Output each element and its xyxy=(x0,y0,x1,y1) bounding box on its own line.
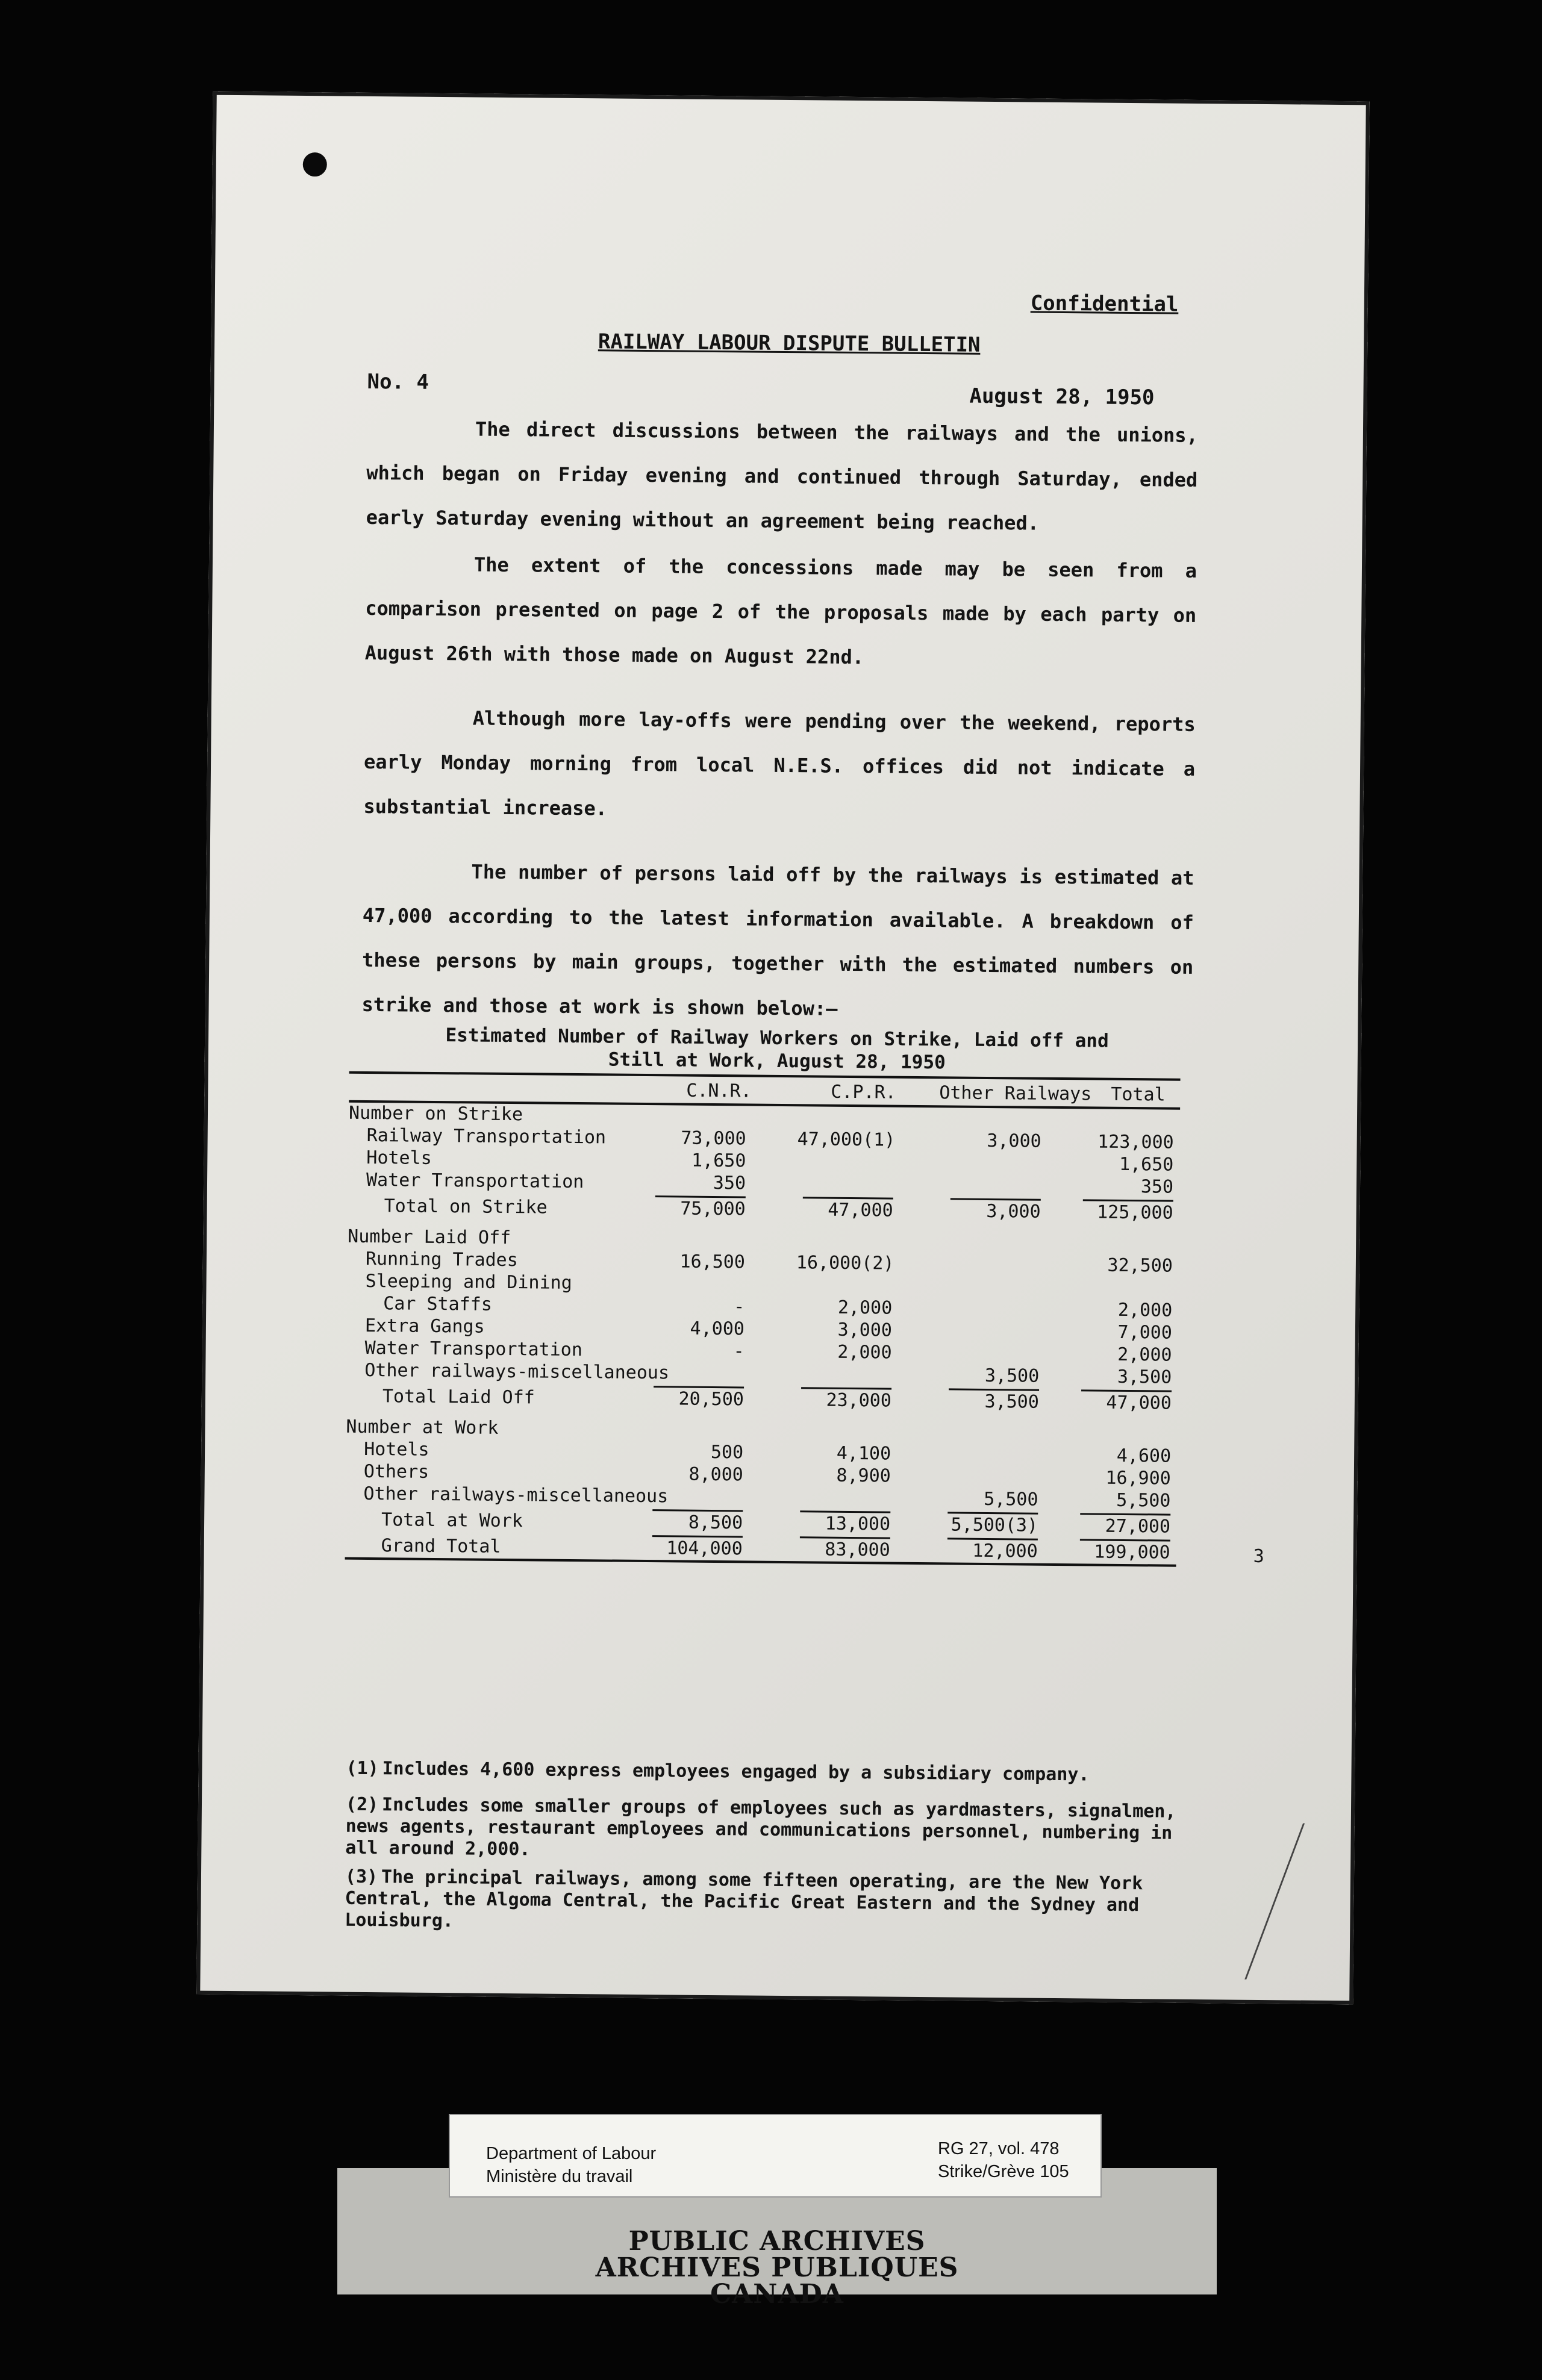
cell-other: 3,500 xyxy=(984,1391,1040,1413)
cell-other: 5,500 xyxy=(984,1488,1038,1510)
row-label: Number at Work xyxy=(346,1416,499,1439)
cell-cnr: 20,500 xyxy=(678,1388,744,1410)
table-title-line2: Still at Work, August 28, 1950 xyxy=(608,1048,946,1074)
row-label: Sleeping and Dining xyxy=(365,1270,572,1294)
row-label: Number Laid Off xyxy=(348,1226,511,1249)
stamp-line-2: ARCHIVES PUBLIQUES xyxy=(595,2252,959,2283)
cell-cnr: - xyxy=(734,1296,745,1318)
row-label: Water Transportation xyxy=(366,1169,584,1193)
cell-cpr xyxy=(798,1106,894,1107)
footnote-2-text: Includes some smaller groups of employees such as yardmasters, signalmen, news agents, restaurant employees and communications personnel, numbering in all around 2,000. xyxy=(345,1794,1176,1860)
cell-cnr: 500 xyxy=(710,1441,744,1463)
table-row xyxy=(348,1195,1179,1225)
footnote-2 xyxy=(345,1794,1189,1866)
footnote-3 xyxy=(345,1866,1188,1939)
row-label: Total on Strike xyxy=(384,1195,548,1218)
cell-cpr: 47,000(1) xyxy=(797,1129,896,1151)
cell-cpr: 83,000 xyxy=(825,1539,890,1561)
row-label: Extra Gangs xyxy=(364,1315,485,1338)
cell-cpr: 47,000 xyxy=(828,1199,893,1221)
cell-other: 12,000 xyxy=(972,1540,1038,1562)
column-header-cpr: C.P.R. xyxy=(831,1081,896,1103)
row-label: Water Transportation xyxy=(364,1337,582,1361)
row-label: Railway Transportation xyxy=(366,1124,607,1148)
cell-cpr xyxy=(796,1274,893,1275)
cell-total: 3,500 xyxy=(1117,1366,1172,1388)
bulletin-date: August 28, 1950 xyxy=(969,384,1155,410)
cell-cnr: 1,650 xyxy=(691,1150,746,1172)
stamp-line-1: PUBLIC ARCHIVES xyxy=(628,2226,926,2257)
footnote-1 xyxy=(346,1758,1189,1787)
cell-total: 32,500 xyxy=(1107,1254,1173,1277)
cell-total: 5,500 xyxy=(1116,1489,1171,1512)
table-row xyxy=(346,1386,1178,1415)
department-french: Ministère du travail xyxy=(486,2167,633,2186)
cell-total: 47,000 xyxy=(1106,1392,1172,1414)
cell-cpr: 4,100 xyxy=(836,1442,891,1465)
column-header-cnr: C.N.R. xyxy=(686,1080,752,1102)
page-curl xyxy=(1244,1824,1377,1980)
bulletin-number: No. 4 xyxy=(367,369,429,394)
cell-cnr: 75,000 xyxy=(680,1198,746,1220)
cell-cnr: 8,000 xyxy=(688,1463,743,1486)
archive-stamp xyxy=(337,2228,1217,2308)
cell-other xyxy=(944,1174,1041,1175)
department-english: Department of Labour xyxy=(486,2144,657,2163)
cell-cnr: 104,000 xyxy=(666,1537,743,1560)
footnote-2-mark: (2) xyxy=(345,1793,379,1816)
cell-other xyxy=(944,1231,1040,1232)
table-row xyxy=(345,1509,1176,1539)
cell-cpr xyxy=(794,1487,891,1488)
table-body xyxy=(345,1103,1181,1565)
cell-other xyxy=(943,1342,1040,1343)
stamp-line-3: CANADA xyxy=(710,2279,844,2310)
cell-total: 123,000 xyxy=(1097,1131,1174,1153)
margin-note: 3 xyxy=(1253,1545,1264,1568)
workers-table xyxy=(345,1071,1181,1567)
cell-other: 3,000 xyxy=(987,1130,1041,1152)
table-title xyxy=(325,1023,1229,1076)
cell-total xyxy=(1075,1422,1172,1423)
confidential-label: Confidential xyxy=(1030,291,1179,317)
row-label: Hotels xyxy=(366,1147,432,1169)
cell-other: 5,500(3) xyxy=(950,1514,1038,1536)
row-label: Other railways-miscellaneous xyxy=(363,1483,669,1507)
cell-total: 27,000 xyxy=(1105,1515,1171,1537)
cell-other xyxy=(944,1152,1041,1153)
row-label: Others xyxy=(363,1460,429,1483)
record-group: RG 27, vol. 478 xyxy=(938,2139,1060,2158)
cell-total: 2,000 xyxy=(1117,1299,1173,1321)
paragraph-1: The direct discussions between the railways and the unions, which began on Friday evening and continued through Saturday, ended early Saturday evening without an agreement being reached. xyxy=(366,417,1199,535)
footnote-1-mark: (1) xyxy=(346,1757,379,1780)
cell-cnr: 73,000 xyxy=(681,1127,746,1150)
row-label: Car Staffs xyxy=(383,1293,493,1315)
cell-cpr: 3,000 xyxy=(837,1319,893,1341)
row-label: Number on Strike xyxy=(348,1102,523,1126)
footnote-1-text: Includes 4,600 express employees engaged by a subsidiary company. xyxy=(382,1758,1090,1786)
column-header-total: Total xyxy=(1111,1083,1166,1106)
cell-total: 350 xyxy=(1140,1176,1174,1198)
cell-cpr: 8,900 xyxy=(836,1465,891,1487)
row-label: Total at Work xyxy=(381,1509,523,1532)
row-label: Hotels xyxy=(364,1438,429,1460)
cell-cnr xyxy=(649,1273,745,1274)
cell-other xyxy=(943,1421,1039,1422)
paragraph-3: Although more lay-offs were pending over the weekend, reports early Monday morning from local N.E.S. offices did not indicate a substantial increase. xyxy=(363,706,1196,820)
cell-cpr: 2,000 xyxy=(837,1297,893,1319)
strike-number: Strike/Grève 105 xyxy=(938,2162,1069,2181)
cell-cpr xyxy=(795,1363,891,1364)
cell-cnr: 16,500 xyxy=(679,1251,746,1273)
cell-total: 7,000 xyxy=(1117,1321,1173,1344)
row-label: Total Laid Off xyxy=(382,1386,535,1409)
cell-cnr xyxy=(650,1105,746,1106)
column-header-other: Other Railways xyxy=(939,1082,1092,1105)
row-label: Running Trades xyxy=(365,1248,518,1271)
cell-other: 3,500 xyxy=(984,1365,1040,1387)
cell-cnr: 350 xyxy=(713,1172,746,1194)
footnote-3-text: The principal railways, among some fifteen operating, are the New York Central, the Algoma Central, the Pacific Great Eastern and the Sydney and Louisburg. xyxy=(345,1866,1143,1932)
table-title-line1: Estimated Number of Railway Workers on Strike, Laid off and xyxy=(445,1024,1109,1052)
cell-total: 2,000 xyxy=(1117,1344,1172,1366)
paragraph-4: The number of persons laid off by the railways is estimated at 47,000 according to the latest information available. A breakdown of these persons by main groups, together with the estimated numbers on strike and those at work is shown below:— xyxy=(361,860,1194,1020)
bulletin-title: RAILWAY LABOUR DISPUTE BULLETIN xyxy=(598,329,981,357)
cell-other xyxy=(944,1253,1040,1254)
cell-cpr xyxy=(795,1420,891,1421)
document-page xyxy=(196,92,1370,2005)
cell-cpr: 13,000 xyxy=(825,1513,891,1535)
cell-total xyxy=(1076,1232,1173,1233)
cell-cpr xyxy=(797,1173,893,1174)
cell-cpr: 16,000(2) xyxy=(796,1252,894,1274)
cell-total: 16,900 xyxy=(1105,1467,1171,1489)
cell-total: 1,650 xyxy=(1119,1153,1174,1176)
cell-cpr: 2,000 xyxy=(837,1341,892,1363)
archive-label-card xyxy=(449,2114,1102,2198)
cell-cnr: 8,500 xyxy=(688,1512,743,1534)
punch-hole xyxy=(303,152,327,176)
cell-other xyxy=(943,1320,1040,1321)
cell-other xyxy=(945,1107,1041,1108)
cell-cpr: 23,000 xyxy=(826,1389,892,1412)
cell-other: 3,000 xyxy=(986,1200,1041,1223)
row-label: Other railways-miscellaneous xyxy=(364,1359,670,1384)
cell-total: 4,600 xyxy=(1116,1445,1172,1467)
cell-total: 125,000 xyxy=(1097,1201,1173,1224)
cell-cnr: 4,000 xyxy=(690,1318,745,1340)
paragraph-2: The extent of the concessions made may be seen from a comparison presented on page 2 of the proposals made by each party on August 26th with those made on August 22nd. xyxy=(364,553,1197,669)
footnote-3-mark: (3) xyxy=(345,1866,378,1888)
row-label: Grand Total xyxy=(381,1535,501,1557)
cell-cnr: - xyxy=(733,1341,744,1362)
cell-total: 199,000 xyxy=(1094,1541,1170,1563)
